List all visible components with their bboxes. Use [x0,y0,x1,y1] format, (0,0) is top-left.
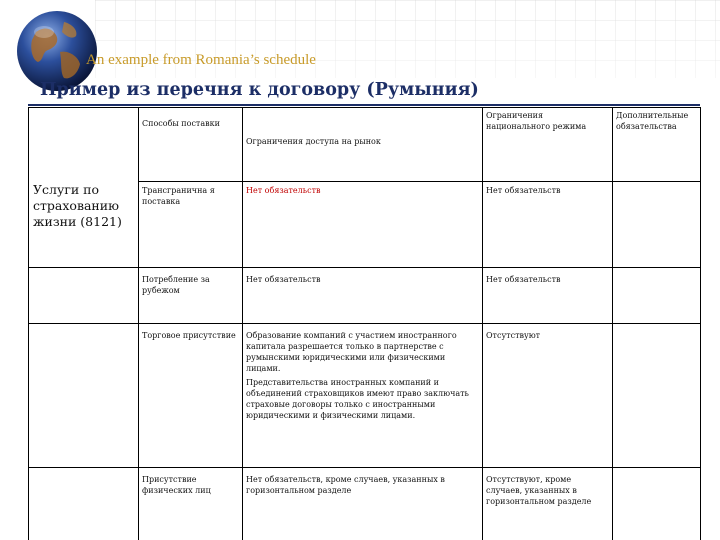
market-access-cell [243,324,483,468]
header-market-access: Ограничения доступа на рынок [243,108,483,182]
additional-cell [613,182,701,268]
mode-cell: Присутствие физических лиц [139,468,243,540]
schedule-table [28,107,701,540]
slide-title: Пример из перечня к договору (Румыния) [40,80,479,100]
mode-cell: Трансгранична я поставка [139,182,243,268]
national-treatment-cell: Нет обязательств [483,182,613,268]
service-name: Услуги по страхованию жизни [33,182,119,229]
header-modes: Способы поставки [139,108,243,182]
table-header-row [29,108,701,182]
table-row [29,468,701,540]
table-row [29,324,701,468]
market-access-cell: Нет обязательств [243,182,483,268]
additional-cell [613,268,701,324]
service-code: (8121) [76,214,122,229]
header-additional: Дополнительные обязательства [613,108,701,182]
title-underline [28,104,700,106]
slide-subtitle: An example from Romania’s schedule [86,52,316,68]
market-access-paragraph: Образование компаний с участием иностранного капитала разрешается только в партнерстве с румынскими юридическими или физическими лицами. [246,331,457,373]
additional-cell [613,468,701,540]
national-treatment-cell: Отсутствуют, кроме случаев, указанных в горизонтальном разделе [483,468,613,540]
national-treatment-cell: Нет обязательств [483,268,613,324]
market-access-cell: Нет обязательств, кроме случаев, указанных в горизонтальном разделе [243,468,483,540]
national-treatment-cell: Отсутствуют [483,324,613,468]
market-access-paragraph: Представительства иностранных компаний и объединений страховщиков имеют право заключать страховые договоры только с иностранными юридическими и физическими лицами. [246,378,469,420]
header-national-treatment: Ограничения национального режима [483,108,613,182]
mode-cell: Потребление за рубежом [139,268,243,324]
market-access-cell: Нет обязательств [243,268,483,324]
service-cell [29,108,139,268]
additional-cell [613,324,701,468]
table-row [29,268,701,324]
mode-cell: Торговое присутствие [139,324,243,468]
